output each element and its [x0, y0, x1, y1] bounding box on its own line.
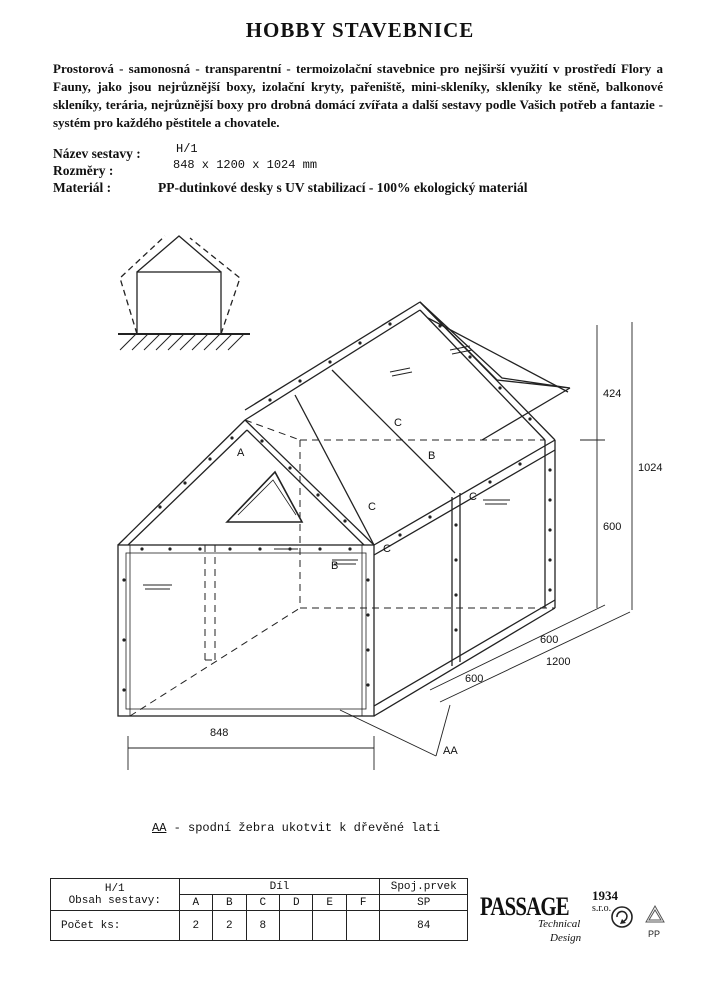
logo-tagline-1: Technical — [538, 918, 581, 930]
side-view-sketch — [118, 236, 250, 350]
document-title: HOBBY STAVEBNICE — [245, 18, 475, 42]
count-d — [280, 911, 313, 941]
column-header-d: D — [280, 895, 313, 911]
column-header-b: B — [213, 895, 246, 911]
pp-recycling-icon — [646, 906, 664, 922]
dim-848: 848 — [210, 727, 229, 739]
intro-paragraph: Prostorová - samonosná - transparentní - termoizolační stavebnice pro nejširší využití v prostředí Flory a Fauny, jako jsou nejrůznější boxy, izolační kryty, pařeniště, mini-skleníky, skleníky ke stěně, balkonové skleníky, terária, nejrůznější boxy pro drobná domácí zvířata a další sestavy podle Vašich potřeb a fantazie - systém pro každého pěstitele a chovatele. — [53, 61, 663, 130]
logo-year: 1934 — [592, 888, 618, 903]
roof-and-sides — [245, 302, 570, 716]
dimensions-label: Rozměry : — [53, 163, 114, 178]
dim-600-depth-b: 600 — [465, 673, 484, 685]
logo-tagline-2: Design — [550, 932, 582, 944]
table-set-code: H/1 — [104, 882, 125, 895]
pp-recycling-label: PP — [648, 929, 661, 939]
dim-1024: 1024 — [638, 462, 663, 474]
anchor-note-text: - spodní žebra ukotvit k dřevěné lati — [166, 821, 441, 835]
recycle-icons — [608, 902, 668, 942]
part-label-aa: AA — [443, 745, 458, 757]
set-name-value: H/1 — [176, 142, 198, 156]
material-value: PP-dutinkové desky s UV stabilizací - 100% ekologický materiál — [158, 180, 528, 195]
parts-table — [50, 878, 468, 941]
dimensions-value: 848 x 1200 x 1024 mm — [173, 158, 318, 172]
material-label: Materiál : — [53, 180, 112, 195]
hidden-lines — [130, 420, 555, 716]
anchor-note — [152, 821, 440, 835]
column-header-c: C — [246, 895, 279, 911]
table-content-label: Obsah sestavy: — [68, 894, 161, 907]
set-code-cell — [51, 879, 180, 911]
panel-hatching — [143, 346, 510, 589]
part-label-c-roof: C — [394, 417, 402, 429]
count-e — [313, 911, 346, 941]
column-header-a: A — [179, 895, 212, 911]
connector-header-cell: Spoj.prvek — [380, 879, 468, 895]
column-header-e: E — [313, 895, 346, 911]
part-header-cell: Díl — [179, 879, 380, 895]
passage-logo — [480, 886, 618, 946]
part-label-a: A — [237, 447, 245, 459]
part-label-c-side: C — [368, 501, 376, 513]
set-name-label: Název sestavy : — [53, 146, 141, 161]
part-label-c-corner: C — [383, 543, 391, 555]
count-label-cell: Počet ks: — [51, 911, 180, 941]
part-label-b-roof: B — [428, 450, 436, 462]
recycle-arrow-icon — [612, 907, 632, 927]
dim-600-vertical: 600 — [603, 521, 622, 533]
logo-suffix: s.r.o. — [592, 903, 612, 914]
column-header-f: F — [346, 895, 379, 911]
anchor-note-code: AA — [152, 821, 167, 835]
dim-424: 424 — [603, 388, 622, 400]
rivet-dots — [122, 322, 551, 691]
count-a: 2 — [179, 911, 212, 941]
connector-code-cell: SP — [380, 895, 468, 911]
dim-1200: 1200 — [546, 656, 571, 668]
part-label-c-rear: C — [469, 491, 477, 503]
logo-brand: PASSAGE — [480, 892, 569, 921]
count-b: 2 — [213, 911, 246, 941]
count-c: 8 — [246, 911, 279, 941]
dim-600-depth-a: 600 — [540, 634, 559, 646]
count-f — [346, 911, 379, 941]
connector-count: 84 — [380, 911, 468, 941]
part-label-b-front: B — [331, 560, 339, 572]
